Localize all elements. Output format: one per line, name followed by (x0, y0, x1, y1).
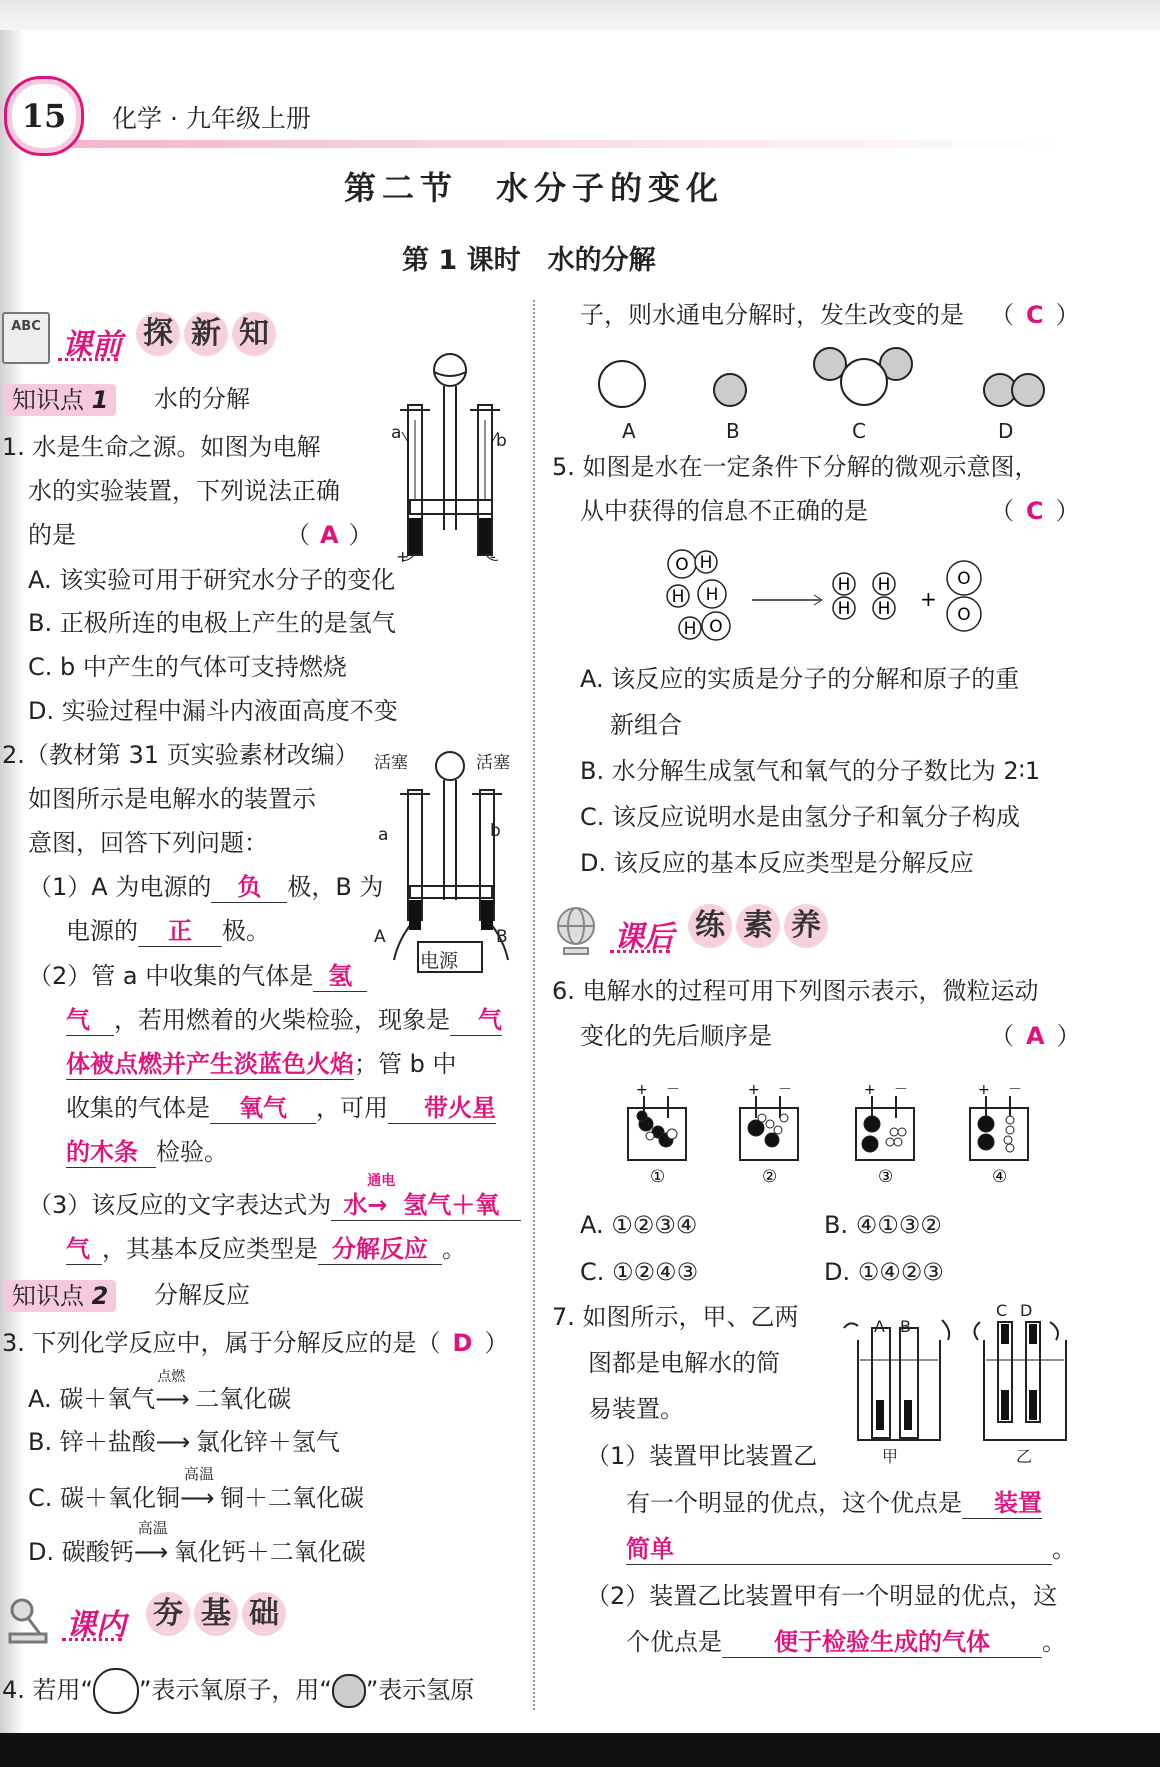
section-char: 知 (232, 312, 276, 356)
q4-answer: C (1026, 301, 1044, 329)
fig-label-minus: - (490, 547, 496, 566)
q2-line2: 如图所示是电解水的装置示 (28, 785, 316, 813)
answer-blank: 简单 (626, 1534, 1052, 1565)
text: 。 (1042, 1628, 1066, 1656)
text: （2）管 a 中收集的气体是 (28, 962, 314, 990)
answer-blank: 气 (450, 1005, 502, 1036)
fig-label-a: a (391, 423, 402, 443)
hydrogen-atom-label: H (683, 619, 697, 639)
lesson-title: 第 1 课时 水的分解 (402, 245, 656, 276)
header-band (60, 140, 1060, 148)
text: 3. 下列化学反应中，属于分解反应的是（ (2, 1329, 441, 1357)
q6-sequence-figure (612, 1078, 1032, 1188)
q7-line1: 7. 如图所示，甲、乙两 (552, 1303, 799, 1331)
q4-options-figure (590, 340, 1050, 440)
q5-line1: 5. 如图是水在一定条件下分解的微观示意图， (552, 453, 1039, 481)
answer-blank: 带火星 (388, 1093, 496, 1124)
beaker-label: ① (650, 1167, 666, 1187)
particle (978, 1134, 994, 1150)
text: 个优点是 (626, 1628, 722, 1656)
q6-option-a: A. ①②③④ (580, 1211, 698, 1239)
q3-answer: D (452, 1329, 473, 1357)
q2-part2 (28, 961, 367, 992)
text: ”表示氧原子，用“ (138, 1676, 332, 1704)
book-title: 化学 · 九年级上册 (112, 104, 311, 133)
reaction-arrow: ⟶ (155, 1428, 191, 1456)
q6-answer-paren (990, 1021, 1081, 1051)
badge-number: 1 (91, 386, 109, 414)
particle (894, 1138, 902, 1146)
hydrogen-atom-label: H (877, 575, 891, 595)
fig-label-a: a (378, 825, 389, 845)
kp-title: 水的分解 (154, 385, 250, 413)
q7-line2: 图都是电解水的简 (588, 1349, 780, 1377)
reaction-arrow: ⟶ 点燃 (155, 1369, 190, 1413)
q5-answer-paren (990, 496, 1080, 526)
text: 极，B 为 (287, 873, 384, 901)
answer-blank: 体被点燃并产生淡蓝色火焰 (66, 1050, 354, 1078)
answer-blank (331, 1173, 521, 1221)
oxygen-atom-label: O (675, 555, 689, 575)
section-char: 夯 (146, 1592, 190, 1636)
section-label: 课后 (614, 920, 674, 955)
q7-part2a: （2）装置乙比装置甲有一个明显的优点，这 (586, 1582, 1058, 1610)
beaker-label: ② (762, 1167, 778, 1187)
q2-line3: 意图，回答下列问题： (28, 829, 268, 857)
text: 极。 (222, 917, 270, 945)
q7-label-D: D (1020, 1301, 1033, 1320)
text: （1）A 为电源的 (28, 873, 212, 901)
page-number: 15 (21, 97, 67, 135)
particle (1006, 1126, 1014, 1134)
hydrogen-atom-label: H (705, 585, 719, 605)
section-dots (610, 950, 670, 957)
particle (765, 1133, 779, 1147)
q1-line2: 水的实验装置，下列说法正确 (28, 477, 340, 505)
section-in-class (6, 1592, 279, 1648)
q5-reaction-figure (650, 540, 990, 650)
particle (766, 1120, 774, 1128)
plus-sign: + (864, 1082, 876, 1098)
section-dots (62, 1638, 122, 1645)
badge-text: 知识点 (12, 1282, 84, 1310)
valve-label-right: 活塞 (476, 753, 510, 773)
page-shadow (0, 30, 24, 1733)
section-char: 础 (242, 1592, 286, 1636)
globe-icon (554, 904, 600, 956)
text: ”表示氢原 (365, 1676, 475, 1704)
q7-part1c (626, 1534, 1076, 1565)
q1-line3: 的是 (28, 521, 76, 549)
plus-sign: + (920, 587, 937, 611)
oxygen-atom-label: O (957, 569, 971, 589)
bottom-border (0, 1733, 1160, 1767)
section-char: 探 (136, 312, 180, 356)
text: 二氧化碳 (195, 1385, 292, 1413)
abc-book-icon: ABC (2, 312, 50, 364)
hydrogen-atom-label: H (837, 575, 851, 595)
minus-sign: － (666, 1082, 680, 1098)
beaker-label: ④ (992, 1167, 1008, 1187)
particle (646, 1132, 654, 1140)
q2-part3b (66, 1234, 466, 1265)
section-char: 基 (194, 1592, 238, 1636)
q2-part1 (28, 872, 383, 903)
q6-line2: 变化的先后顺序是 (580, 1022, 772, 1050)
q6-option-d: D. ①④②③ (824, 1258, 944, 1286)
text: ；管 b 中 (354, 1050, 457, 1078)
q1-option-d: D. 实验过程中漏斗内液面高度不变 (28, 697, 398, 725)
oxygen-atom-label: O (957, 605, 971, 625)
text: D. 碳酸钙 (28, 1538, 134, 1566)
section-dots (58, 358, 118, 365)
q7-label-C: C (996, 1301, 1008, 1320)
particle (1004, 1136, 1012, 1144)
answer-blank: 气 (66, 1005, 114, 1036)
particle (667, 1129, 677, 1139)
kp-title: 分解反应 (154, 1281, 250, 1309)
section-title: 第二节 水分子的变化 (344, 169, 725, 207)
q3-stem (2, 1328, 508, 1358)
text: C. 碳＋氧化铜 (28, 1484, 181, 1512)
arrow-condition: 高温 (137, 1519, 168, 1537)
text: 铜＋二氧化碳 (220, 1484, 365, 1512)
q7-label-A: A (874, 1317, 885, 1336)
valve-label-left: 活塞 (374, 753, 408, 773)
paren: ） (1055, 301, 1080, 329)
minus-sign: － (778, 1082, 792, 1098)
minus-sign: － (894, 1082, 908, 1098)
plus-sign: + (636, 1082, 648, 1098)
q5-option-a1: A. 该反应的实质是分子的分解和原子的重 (580, 665, 1020, 693)
section-label: 课前 (62, 328, 122, 363)
text: 电源的 (66, 917, 138, 945)
q4-label-a: A (622, 419, 636, 443)
q7-line3: 易装置。 (588, 1395, 684, 1423)
oxygen-atom-icon (93, 1668, 139, 1714)
q5-option-b: B. 水分解生成氢气和氧气的分子数比为 2∶1 (580, 757, 1041, 785)
minus-sign: － (1008, 1082, 1022, 1098)
particle (1006, 1116, 1014, 1124)
section-char: 新 (184, 312, 228, 356)
badge-number: 2 (91, 1282, 109, 1310)
particle (774, 1126, 782, 1134)
q4-label-c: C (852, 419, 866, 443)
particle (758, 1114, 766, 1122)
q3-option-c (28, 1465, 365, 1513)
paren: （ (286, 521, 310, 549)
q7-apparatus-figure (830, 1300, 1080, 1450)
text: 氧化钙＋二氧化碳 (173, 1538, 366, 1566)
q6-option-c: C. ①②④③ (580, 1258, 699, 1286)
reaction-arrow: ⟶ 高温 (180, 1465, 215, 1512)
paren: ） (1055, 497, 1080, 525)
q5-line2: 从中获得的信息不正确的是 (580, 497, 868, 525)
q5-option-a2: 新组合 (610, 711, 682, 739)
particle (1006, 1144, 1014, 1152)
section-char: 练 (688, 904, 732, 948)
arrow-condition: 点燃 (157, 1369, 186, 1385)
paren: ） (348, 521, 373, 549)
q6-line1: 6. 电解水的过程可用下列图示表示，微粒运动 (552, 977, 1039, 1005)
q2-part2e (66, 1137, 228, 1168)
q7-label-jia: 甲 (882, 1447, 899, 1466)
knowledge-point-badge (4, 1280, 116, 1312)
text: ，其基本反应类型是 (102, 1235, 318, 1263)
plus-sign: + (978, 1082, 990, 1098)
particle (862, 1136, 878, 1152)
q4-answer-paren (990, 300, 1080, 330)
section-after-class (554, 904, 824, 960)
hydrogen-atom-label: H (877, 599, 891, 619)
q4-line1 (2, 1668, 474, 1714)
q1-answer: A (320, 521, 339, 549)
fig-label-b: b (496, 431, 507, 451)
hydrogen-atom-label: H (837, 599, 851, 619)
paren: （ (990, 1022, 1014, 1050)
q7-label-yi: 乙 (1016, 1447, 1033, 1466)
particle (890, 1128, 898, 1136)
text: 有一个明显的优点，这个优点是 (626, 1489, 962, 1517)
answer-blank: 氧气 (210, 1093, 316, 1124)
text: 检验。 (156, 1138, 228, 1166)
badge-text: 知识点 (12, 386, 84, 414)
answer-blank: 装置 (962, 1488, 1042, 1519)
q7-part1a: （1）装置甲比装置乙 (586, 1442, 818, 1470)
arrow-condition: 高温 (184, 1465, 215, 1483)
q7-part2b (626, 1627, 1066, 1658)
paren: （ (990, 497, 1014, 525)
fig-label-B: B (496, 927, 508, 947)
answer-blank: 氢 (313, 961, 367, 992)
section-label: 课内 (66, 1608, 126, 1643)
arrow-condition: 通电 (367, 1173, 396, 1189)
particle (864, 1116, 880, 1132)
section-pre-class (2, 312, 269, 368)
q1-option-c: C. b 中产生的气体可支持燃烧 (28, 653, 347, 681)
q2-part3 (28, 1173, 521, 1221)
text: 氯化锌＋氢气 (195, 1428, 340, 1456)
q6-answer: A (1026, 1022, 1045, 1050)
q2-part2d (66, 1093, 496, 1124)
q6-option-b: B. ④①③② (824, 1211, 942, 1239)
hydrogen-atom-label: H (699, 553, 713, 573)
paren: ） (484, 1329, 509, 1357)
answer-blank: 气 (66, 1234, 102, 1265)
text: 4. 若用“ (2, 1676, 93, 1704)
text: B. 锌＋盐酸 (28, 1428, 156, 1456)
q2-part1b (66, 916, 270, 947)
particle (978, 1116, 994, 1132)
text: （3）该反应的文字表达式为 (28, 1191, 332, 1219)
text: ，可用 (316, 1094, 388, 1122)
microscope-icon (6, 1596, 50, 1644)
section-char: 养 (784, 904, 828, 948)
text: A. 碳＋氧气 (28, 1385, 156, 1413)
section-char: 素 (736, 904, 780, 948)
q5-answer: C (1026, 497, 1044, 525)
text: 。 (442, 1235, 466, 1263)
q1-option-b: B. 正极所连的电极上产生的是氢气 (28, 609, 396, 637)
q3-option-b (28, 1427, 340, 1457)
plus-sign: + (748, 1082, 760, 1098)
q3-option-a (28, 1369, 292, 1414)
q1-answer-paren (286, 520, 373, 550)
q1-option-a: A. 该实验可用于研究水分子的变化 (28, 566, 396, 594)
power-supply-label: 电源 (420, 950, 459, 972)
q4-label-d: D (998, 419, 1014, 443)
q1-electrolysis-figure (380, 350, 520, 565)
reaction-arrow: ⟶ 高温 (133, 1519, 169, 1566)
answer-text: 氢气＋氧 (403, 1191, 500, 1219)
q2-part2b (66, 1005, 502, 1036)
top-border (0, 0, 1160, 30)
q2-part2c (66, 1049, 457, 1080)
fig-label-b: b (490, 821, 501, 841)
particle (898, 1128, 906, 1136)
knowledge-point-badge (4, 384, 116, 416)
q5-option-c: C. 该反应说明水是由氢分子和氧分子构成 (580, 803, 1021, 831)
q5-option-d: D. 该反应的基本反应类型是分解反应 (580, 849, 974, 877)
paren: （ (990, 301, 1014, 329)
text: 收集的气体是 (66, 1094, 210, 1122)
answer-blank: 的木条 (66, 1137, 156, 1168)
answer-blank: 正 (138, 916, 222, 947)
answer-text: 水 (343, 1191, 368, 1219)
q7-label-B: B (900, 1317, 911, 1336)
column-divider (533, 300, 535, 1710)
answer-blank: 分解反应 (318, 1234, 442, 1265)
particle (637, 1111, 647, 1121)
hydrogen-atom-label: H (671, 587, 685, 607)
hydrogen-atom-icon (332, 1674, 366, 1708)
particle (780, 1114, 788, 1122)
beaker-label: ③ (878, 1167, 894, 1187)
q7-part1b (626, 1488, 1042, 1519)
page-number-badge (4, 76, 84, 156)
q4-line2: 子，则水通电分解时，发生改变的是 (580, 301, 964, 329)
q1-line1: 1. 水是生命之源。如图为电解 (2, 433, 321, 461)
fig-label-plus: + (396, 547, 410, 566)
q4-label-b: B (726, 419, 740, 443)
particle (886, 1138, 894, 1146)
paren: ） (1056, 1022, 1081, 1050)
beaker (970, 1108, 1028, 1160)
q2-line1: 2.（教材第 31 页实验素材改编） (2, 741, 359, 769)
text: ，若用燃着的火柴检验，现象是 (114, 1006, 450, 1034)
oxygen-atom-label: O (709, 617, 723, 637)
reaction-arrow: 通电 → (367, 1173, 396, 1219)
q3-option-d (28, 1519, 366, 1567)
answer-blank: 负 (211, 872, 287, 903)
text: 。 (1052, 1535, 1076, 1563)
fig-label-A: A (374, 927, 386, 947)
answer-blank: 便于检验生成的气体 (722, 1627, 1042, 1658)
